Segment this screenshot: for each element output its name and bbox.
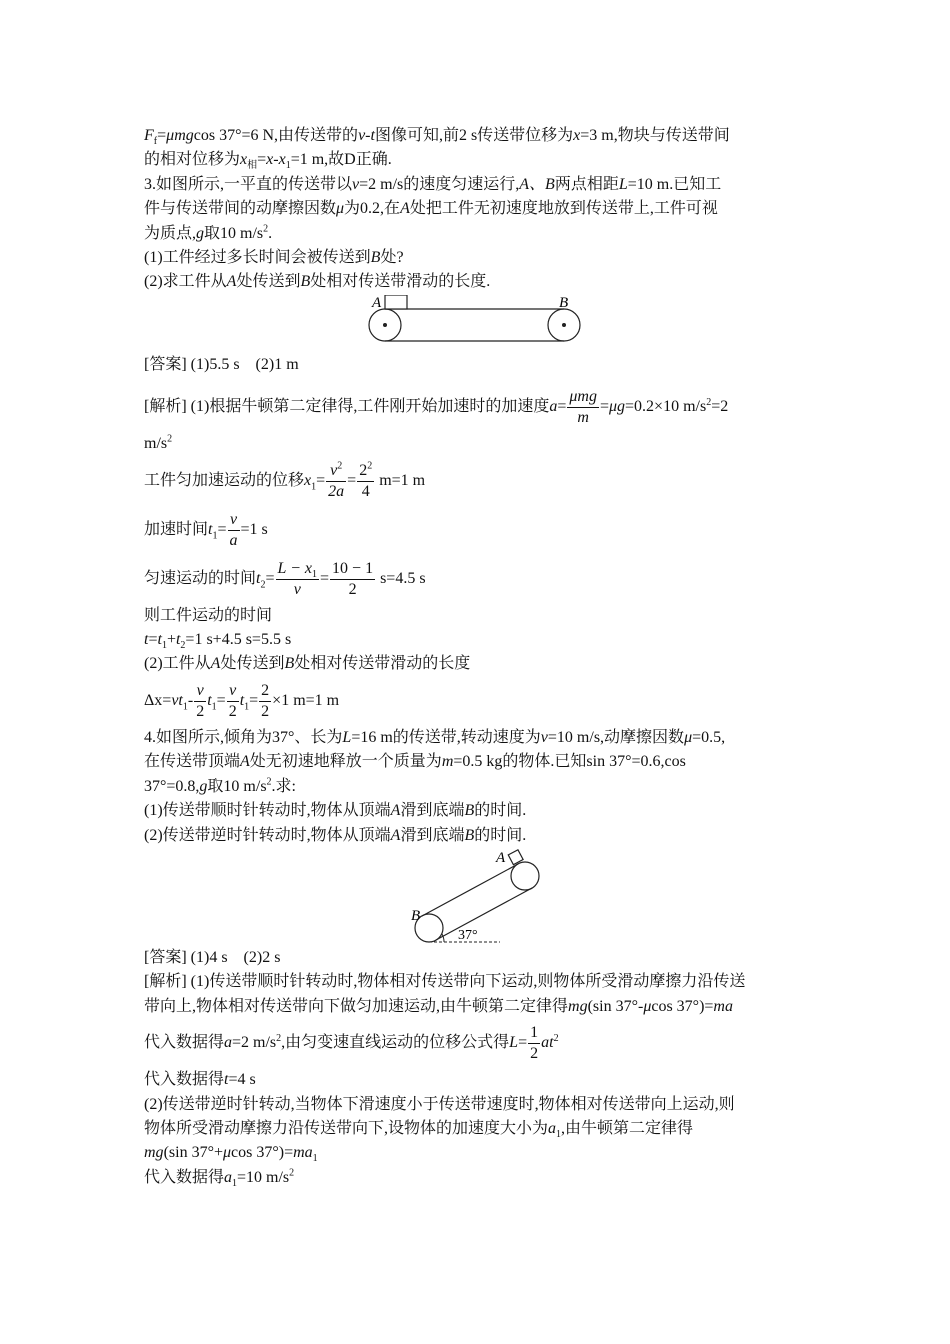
math-line: [解析] (1)根据牛顿第二定律得,工件刚开始加速时的加速度a= $\frac{\text{μmg}}{m}$ =μg=0.2×10 $m/s^2=2$ <box>144 388 729 427</box>
text-line: $m/s^2$ <box>144 433 173 453</box>
angle-label: 37° <box>458 927 478 943</box>
answer-4: [答案] (1)4 s (2)2 s <box>144 948 281 966</box>
text-line: (1)工件经过多长时间会被传送到B处? <box>144 249 404 267</box>
text-line: 的相对位移为$x_相=x-x_1=1$ m,故D正确. <box>144 151 392 172</box>
text-line: (1)传送带顺时针转动时,物体从顶端A滑到底端B的时间. <box>144 802 527 820</box>
fraction: $\frac{2^2}{4}$ <box>359 460 373 500</box>
text-line: $F_f=\mu mgcos$ 37°=6 N,由传送带的v-t图像可知,前2 s传送带位移为x=3 m,物块与传送带间 <box>144 127 730 148</box>
fraction: $\frac{v}{2}$ <box>196 681 205 720</box>
label-b: B <box>411 907 421 924</box>
fraction: $\frac{10 - 1}{2}$ <box>332 559 374 598</box>
text-line: (2)求工件从A处传送到B处相对传送带滑动的长度. <box>144 273 491 291</box>
text-line: $t=t_1+t_2=1$ s+4.5 s=5.5 s <box>144 631 292 652</box>
text-line: 带向上,物体相对传送带向下做匀加速运动,由牛顿第二定律得mg(sin 37°-μcos 37°)=ma <box>144 997 733 1015</box>
label-a: A <box>496 849 506 866</box>
text-line: 37°=0.8,g取10 $m/s^2$.求: <box>144 776 296 795</box>
fraction: $\frac{v^2}{2a}$ <box>328 460 345 500</box>
text-line: (2)传送带逆时针转动时,物体从顶端A滑到底端B的时间. <box>144 826 527 844</box>
incline-diagram <box>144 848 814 946</box>
figure-inclined-conveyor <box>144 848 814 946</box>
conveyor-diagram <box>144 295 814 347</box>
figure-horizontal-conveyor <box>144 295 814 347</box>
text-line: [解析] (1)传送带顺时针转动时,物体相对传送带向下运动,则物体所受滑动摩擦力沿传送 <box>144 973 746 991</box>
text-line: 物体所受滑动摩擦力沿传送带向下,设物体的加速度大小为$a_1$,由牛顿第二定律得 <box>144 1119 694 1141</box>
text-line: 件与传送带间的动摩擦因数μ为0.2,在A处把工件无初速度地放到传送带上,工件可视 <box>144 200 718 218</box>
text-line: 为质点,g取10 $m/s^2$. <box>144 223 273 242</box>
text-line: (2)工件从A处传送到B处相对传送带滑动的长度 <box>144 655 471 673</box>
question-3: 3.如图所示,一平直的传送带以v=2 m/s的速度匀速运行,A、B两点相距L=10 m.已知工 <box>144 175 722 193</box>
fraction: $\frac{1}{2}$ <box>530 1024 539 1063</box>
math-line: 代入数据得a=2 $m/s^2$,由匀变速直线运动的位移公式得L= $\frac{1}{2}$ $at^2$ <box>144 1024 559 1063</box>
text-line: 则工件运动的时间 <box>144 606 273 624</box>
question-4: 4.如图所示,倾角为37°、长为L=16 m的传送带,转动速度为v=10 m/s,动摩擦因数μ=0.5, <box>144 728 726 746</box>
text-line: 代入数据得t=4 s <box>144 1071 256 1089</box>
fraction: $\frac{\text{μmg}}{m}$ <box>569 388 597 427</box>
math-line: 工件匀加速运动的位移$x_1=$ $\frac{v^2}{2a}$ = $\frac{2^2}{4}$ m=1 m <box>144 460 426 500</box>
answer-3: [答案] (1)5.5 s (2)1 m <box>144 355 299 373</box>
text-line: mg(sin 37°+μcos $37^\circ)=ma_1$ <box>144 1144 318 1165</box>
document-page <box>144 124 814 1190</box>
math-line: $\Delta x=vt_1-$ $\frac{v}{2}$ $t_1=$ $\frac{v}{2}$ $t_1=$ $\frac{2}{2}$ ×1 m=1 m <box>144 681 340 720</box>
fraction: $\frac{v}{a}$ <box>229 510 238 549</box>
text-line: (2)传送带逆时针转动,当物体下滑速度小于传送带速度时,物体相对传送带向上运动,则 <box>144 1095 735 1113</box>
math-line: 加速时间$t_1=$ $\frac{v}{a}$ =1 s <box>144 510 268 549</box>
text-line: 在传送带顶端A处无初速地释放一个质量为m=0.5 kg的物体.已知sin 37°=0.6,cos <box>144 753 686 771</box>
fraction: $\frac{2}{2}$ <box>261 681 270 720</box>
fraction: $\frac{L - x_1}{v}$ <box>277 559 318 598</box>
label-b: B <box>559 294 569 311</box>
label-a: A <box>372 294 382 311</box>
math-line: 匀速运动的时间$t_2=$ $\frac{L - x_1}{v}$ = $\frac{10 - 1}{2}$ s=4.5 s <box>144 559 426 598</box>
fraction: $\frac{v}{2}$ <box>228 681 237 720</box>
text-line: 代入数据得$a_1=10$ $m/s^2$ <box>144 1167 295 1189</box>
